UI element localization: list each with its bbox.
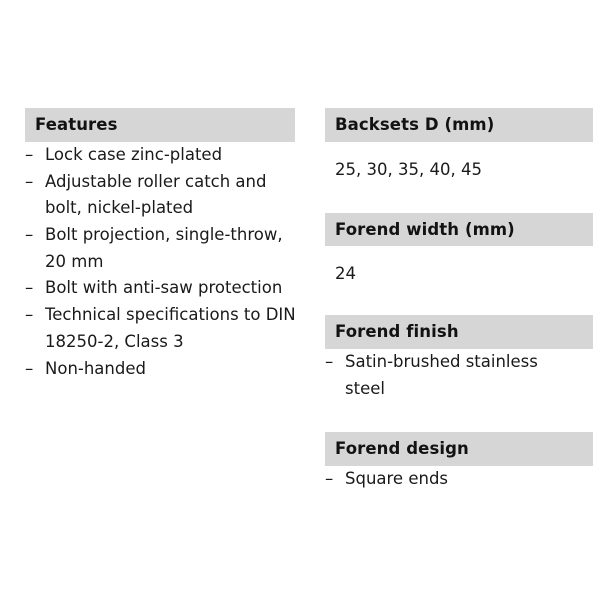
forend-design-section	[325, 432, 583, 493]
list-item-label: Adjustable roller catch and bolt, nickel-plated	[45, 171, 267, 218]
forend-width-value: 24	[335, 264, 356, 284]
backsets-value: 25, 30, 35, 40, 45	[335, 159, 482, 179]
features-list	[25, 142, 303, 382]
list-item-label: Bolt projection, single-throw, 20 mm	[45, 224, 283, 271]
list-item	[325, 349, 583, 402]
list-item	[25, 275, 303, 302]
forend-finish-section	[325, 315, 583, 402]
section-header-backsets: Backsets D (mm)	[325, 108, 593, 142]
list-item-label: Bolt with anti-saw protection	[45, 278, 283, 298]
dash-bullet-icon: –	[25, 358, 34, 378]
list-item-label: Technical specifications to DIN 18250-2, Class 3	[45, 305, 296, 351]
dash-bullet-icon: –	[325, 351, 334, 371]
list-item-label: Non-handed	[45, 358, 146, 378]
dash-bullet-icon: –	[25, 171, 34, 191]
forend-width-section	[325, 213, 583, 288]
features-column	[25, 108, 303, 382]
list-item-label: Square ends	[345, 469, 449, 489]
spacer	[325, 183, 583, 213]
spacer	[325, 402, 583, 432]
two-column-layout	[0, 108, 600, 493]
spacer	[325, 287, 583, 315]
dash-bullet-icon: –	[25, 305, 34, 325]
dash-bullet-icon: –	[25, 278, 34, 298]
dash-bullet-icon: –	[25, 144, 34, 164]
list-item	[25, 302, 303, 355]
list-item	[25, 222, 303, 275]
list-item	[25, 356, 303, 383]
list-item	[25, 169, 303, 222]
list-item-label: Satin-brushed stainless steel	[345, 351, 538, 398]
forend-finish-list	[325, 349, 583, 402]
dash-bullet-icon: –	[325, 469, 334, 489]
section-header-forend-finish: Forend finish	[325, 315, 593, 349]
list-item	[25, 142, 303, 169]
backsets-section	[325, 108, 583, 183]
forend-design-list	[325, 466, 583, 493]
section-header-forend-width: Forend width (mm)	[325, 213, 593, 247]
section-header-features: Features	[25, 108, 295, 142]
section-header-forend-design: Forend design	[325, 432, 593, 466]
dash-bullet-icon: –	[25, 224, 34, 244]
list-item-label: Lock case zinc-plated	[45, 144, 223, 164]
specifications-column	[325, 108, 583, 493]
list-item	[325, 466, 583, 493]
